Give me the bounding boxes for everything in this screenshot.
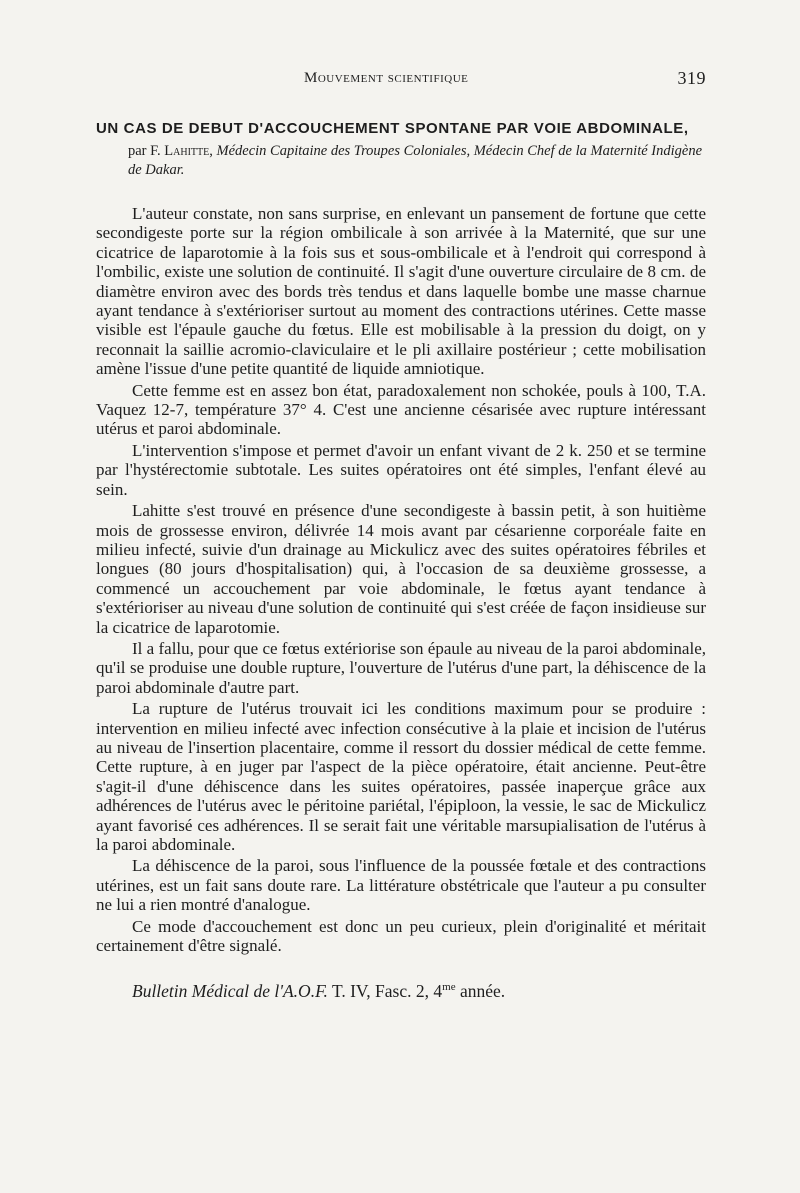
source-citation <box>96 981 706 1002</box>
paragraph: L'intervention s'impose et permet d'avoir un enfant vivant de 2 k. 250 et se termine par l'hystérectomie subtotale. Les suites opératoires ont été simples, l'enfant élevé au sein. <box>96 440 706 499</box>
journal-name: Bulletin Médical de l'A.O.F. <box>132 981 328 1002</box>
paragraph: La rupture de l'utérus trouvait ici les conditions maximum pour se produire : intervention en milieu infecté avec infection consécutive à la plaie et incision de l'utérus au niveau de l'insertion placentaire, comme il ressort du dossier médical de cette femme. Cette rupture, à en juger par l'aspect de la pièce opératoire, était ancienne. Peut-être s'agit-il d'une déhiscence dans les suites opératoires, passée inaperçue grâce aux adhérences de l'utérus avec le péritoine pariétal, l'épiploon, la vessie, le sac de Mickulicz ayant favorisé ces adhérences. Il se serait fait une véritable marsupialisation de l'utérus à la paroi abdominale. <box>96 699 706 854</box>
paragraph: Cette femme est en assez bon état, paradoxalement non schokée, pouls à 100, T.A. Vaquez 12-7, température 37° 4. C'est une ancienne césarisée avec rupture intéressant utérus et paroi abdominale. <box>96 380 706 439</box>
document-page <box>96 66 706 1002</box>
author-name: F. Lahitte, <box>150 143 213 159</box>
article-title: UN CAS DE DEBUT D'ACCOUCHEMENT SPONTANE PAR VOIE ABDOMINALE, <box>96 120 689 137</box>
citation-details: T. IV, Fasc. 2, 4 <box>331 981 443 1002</box>
paragraph: La déhiscence de la paroi, sous l'influence de la poussée fœtale et des contractions utérines, est un fait sans doute rare. La littérature obstétricale que l'auteur a pu consulter ne lui a rien montré d'analogue. <box>96 856 706 915</box>
author-affiliation: Médecin Capitaine des Troupes Coloniales, Médecin Chef de la Maternité Indigène de Dakar. <box>128 143 703 178</box>
byline-prefix: par <box>128 143 147 159</box>
running-header <box>96 66 706 92</box>
citation-superscript: me <box>442 981 456 994</box>
article-body <box>96 204 706 955</box>
running-title: Mouvement scientifique <box>304 70 469 86</box>
paragraph: L'auteur constate, non sans surprise, en enlevant un pansement de fortune que cette secondigeste porte sur la région ombilicale à son arrivée à la Maternité, que sur une cicatrice de laparotomie à la fois sus et sous-ombilicale et à l'endroit qui correspond à l'ombilic, existe une solution de continuité. Il s'agit d'une ouverture circulaire de 8 cm. de diamètre environ avec des bords très tendus et dans laquelle bombe une masse charnue ayant tendance à s'extérioriser surtout au moment des contractions utérines. Cette masse visible est l'épaule gauche du fœtus. Elle est mobilisable à la pression du doigt, on y reconnait la saillie acromio-claviculaire et le pli axillaire postérieur ; cette mobilisation amène l'issue d'une petite quantité de liquide amniotique. <box>96 204 706 379</box>
byline <box>96 142 706 180</box>
citation-suffix: année. <box>459 981 506 1002</box>
page-number: 319 <box>677 68 706 88</box>
paragraph: Ce mode d'accouchement est donc un peu curieux, plein d'originalité et méritait certainement d'être signalé. <box>96 916 706 956</box>
paragraph: Lahitte s'est trouvé en présence d'une secondigeste à bassin petit, à son huitième mois de grossesse environ, délivrée 14 mois avant par césarienne corporéale faite en milieu infecté, suivie d'un drainage au Mickulicz avec des suites opératoires fébriles et longues (80 jours d'hospitalisation) qui, à l'occasion de sa deuxième grossesse, a commencé un accouchement par voie abdominale, le fœtus ayant tendance à s'extérioriser au niveau d'une solution de continuité qui s'est créée de façon insidieuse sur la cicatrice de laparotomie. <box>96 501 706 637</box>
paragraph: Il a fallu, pour que ce fœtus extériorise son épaule au niveau de la paroi abdominale, qu'il se produise une double rupture, l'ouverture de l'utérus d'une part, la déhiscence de la paroi abdominale d'autre part. <box>96 638 706 697</box>
